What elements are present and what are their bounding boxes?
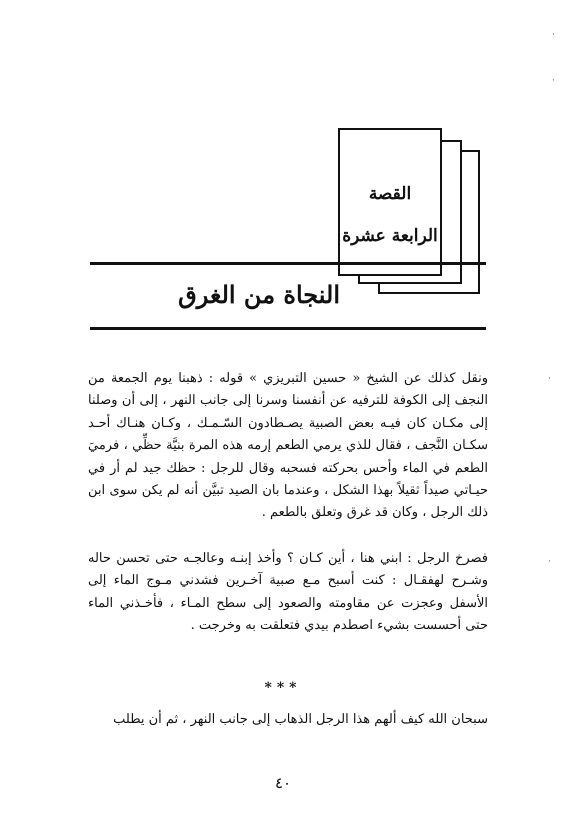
margin-mark: · (552, 76, 555, 86)
bottom-rule (90, 327, 486, 330)
page-number: ٤٠ (274, 774, 292, 792)
margin-mark: · (548, 374, 551, 384)
paragraph-3: سبحان الله كيف ألهم هذا الرجل الذهاب إلى جانب النهر ، ثم أن يطلب (113, 712, 488, 727)
section-separator: *** (264, 680, 302, 696)
top-rule (90, 262, 486, 265)
chapter-card (338, 128, 442, 276)
paragraph-2: فصرخ الرجل : ابني هنا ، أين كـان ؟ وأخذ إبنـه وعالجـه حتى تحسن حاله وشـرح لهفقـال : كنت أسبح مـع صبية آخـرين فشدني مـوج الماء إلى الأسفل وعجزت عن مقاومته والصعود إلى سطح المـاء ، فأخـذني الماء حتى أحسست بشيء اصطدم بيدي فتعلقت به وخرجت . (88, 551, 488, 634)
margin-mark: · (548, 557, 551, 567)
paragraph-1: ونقل كذلك عن الشيخ « حسين التبريزي » قوله : ذهبنا يوم الجمعة من النجف إلى الكوفة للترفيه عن أنفسنا وسرنا إلى جانب النهر ، إلى أن وصلنا إلى مكـان كان فيـه بعض الصبية يصـطادون السّـمـك ، وكـان هنـاك أحـد سكـان النَّجف ، فقال للذي يرمي الطعم إرمه هذه المرة بنيَّة حظِّي ، فرميَ الطعم في الماء وأحس بحركته فسحبه وقال للرجل : حظك جيد لم أر في حيـاتي صيداً ثقيلاً بهذا الشكل ، وعندما بان الصيد تبيَّن أنه لم يكن سوى ابن ذلك الرجل ، وكان قد غرق وتعلق بالطعم . (88, 371, 488, 521)
chapter-label: القصة (368, 184, 412, 204)
chapter-number: الرابعة عشرة (342, 226, 438, 246)
margin-mark: · (552, 30, 555, 40)
chapter-title: النجاة من الغرق (178, 280, 340, 309)
